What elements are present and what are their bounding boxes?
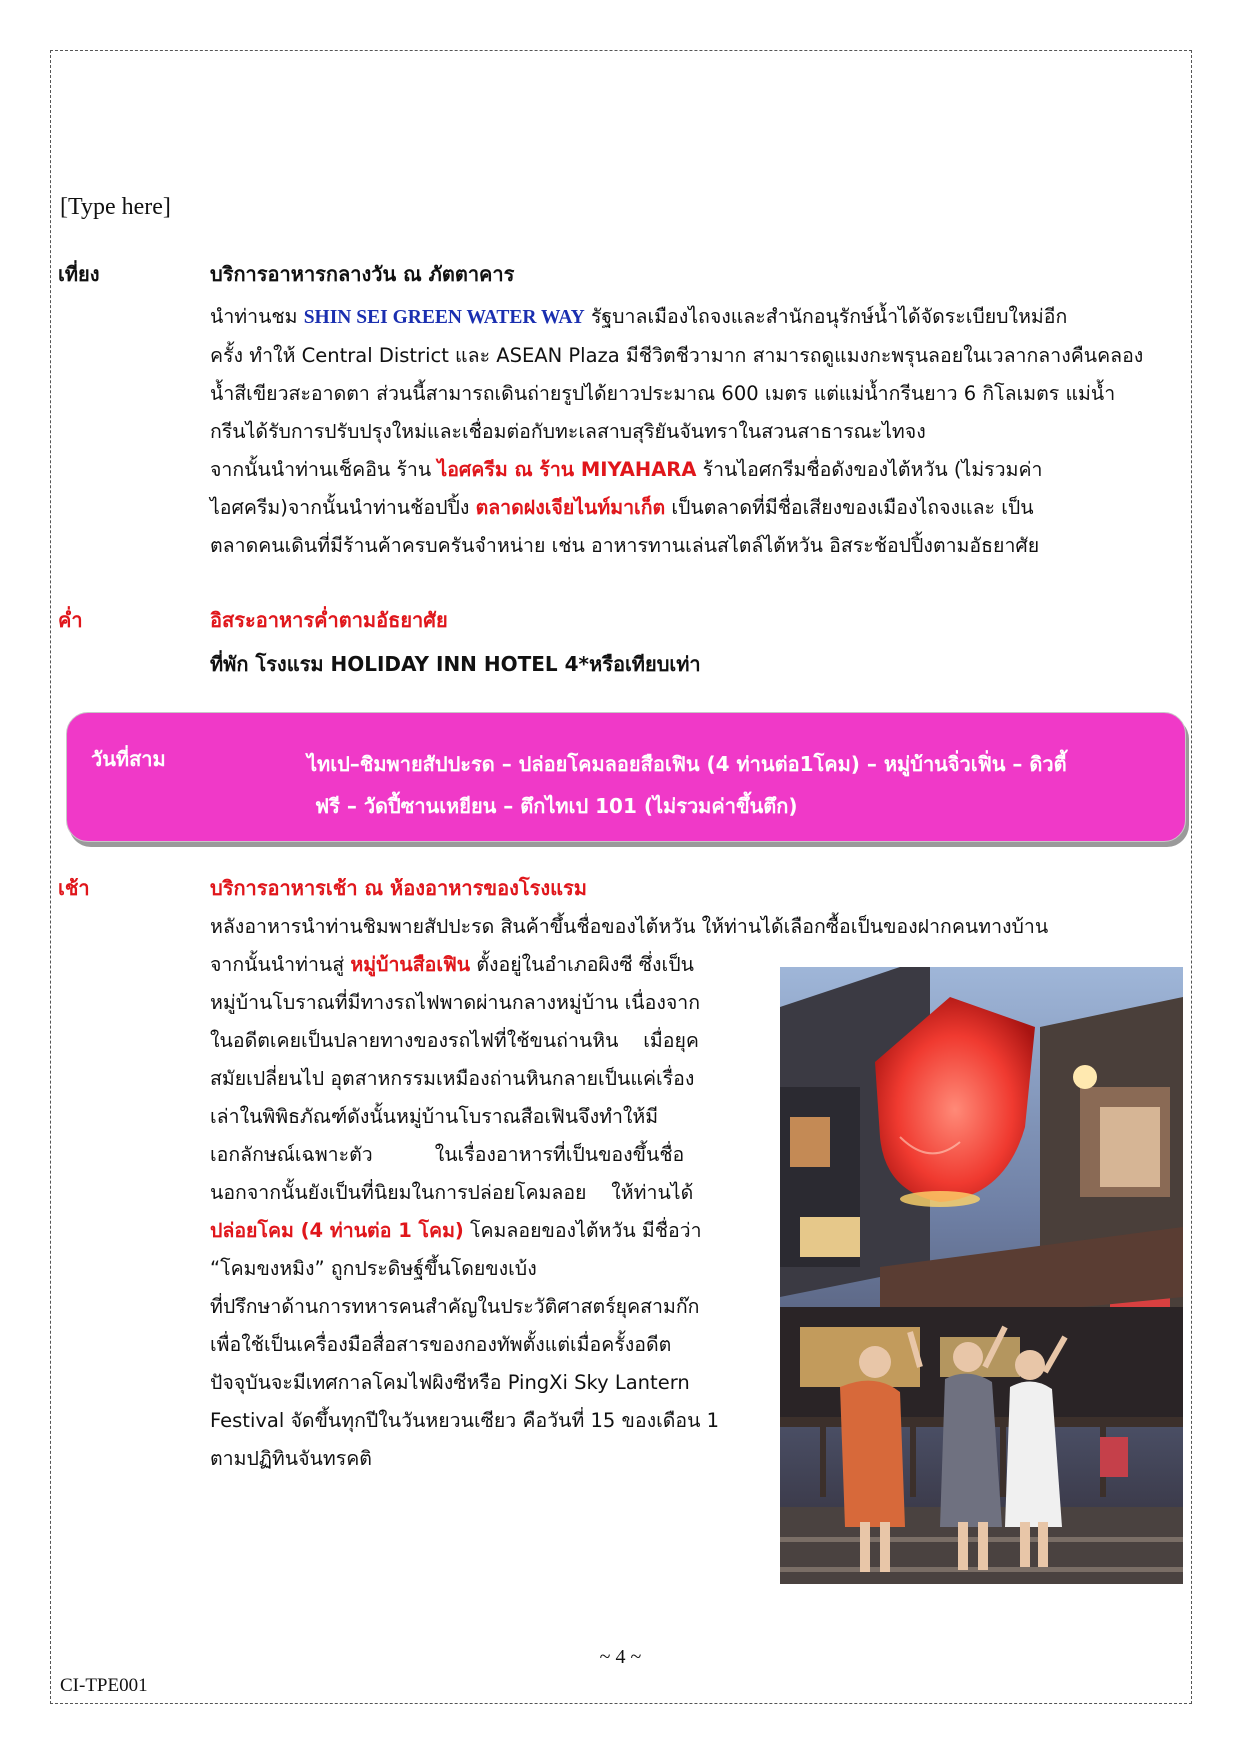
morning-line-8: นอกจากนั้นยังเป็นที่นิยมในการปล่อยโคมลอย ให้ท่านได้ [210,1181,694,1204]
dinner-label: ค่ำ [58,608,83,632]
morning-line-1: หลังอาหารนำท่านชิมพายสัปปะรด สินค้าขึ้นชื่อของไต้หวัน ให้ท่านได้เลือกซื้อเป็นของฝากคนทางบ้าน [210,915,1049,938]
night-market-highlight: ตลาดฝงเจียไนท์มาเก็ต [475,496,666,519]
noon-description [210,298,1150,565]
noon-line-4: กรีนได้รับการปรับปรุงใหม่และเชื่อมต่อกับทะเลสาบสุริยันจันทราในสวนสาธารณะไทจง [210,420,926,443]
morning-line-3: หมู่บ้านโบราณที่มีทางรถไฟพาดผ่านกลางหมู่บ้าน เนื่องจาก [210,991,701,1014]
text: ตั้งอยู่ในอำเภอผิงซี ซึ่งเป็น [470,953,694,976]
morning-column [210,946,770,1478]
morning-description [210,908,1150,946]
lantern-highlight: ปล่อยโคม (4 ท่านต่อ 1 โคม) [210,1219,464,1242]
noon-line-6 [210,489,1150,527]
sky-lantern-photo [780,967,1183,1584]
morning-line-10: “โคมขงหมิง” ถูกประดิษฐ์ขึ้นโดยขงเบ้ง [210,1257,537,1280]
page-number: ~ 4 ~ [599,1646,642,1668]
route-line-1: ไทเป–ชิมพายสัปปะรด – ปล่อยโคมลอยสือเฟิน (4 ท่านต่อ1โคม) – หมู่บ้านจิ่วเฟิ่น – ดิวตี้ [307,752,1067,776]
day-banner [66,712,1186,842]
noon-line-3: น้ำสีเขียวสะอาดตา ส่วนนี้สามารถเดินถ่ายรูปได้ยาวประมาณ 600 เมตร แต่แม่น้ำกรีนยาว 6 กิโลเมตร แม่น้ำ [210,382,1116,405]
noon-line-5 [210,451,1150,489]
noon-heading: บริการอาหารกลางวัน ณ ภัตตาคาร [210,262,515,286]
document-code: CI-TPE001 [60,1675,148,1696]
day-route [237,743,1157,827]
morning-line-13: ปัจจุบันจะมีเทศกาลโคมไฟผิงซีหรือ PingXi Sky Lantern [210,1371,690,1394]
morning-line-9 [210,1212,770,1250]
morning-line-5: สมัยเปลี่ยนไป อุตสาหกรรมเหมืองถ่านหินกลายเป็นแค่เรื่อง [210,1067,695,1090]
dinner-heading: อิสระอาหารค่ำตามอัธยาศัย [210,608,448,632]
morning-line-2 [210,946,770,984]
morning-label: เช้า [58,876,90,900]
morning-heading: บริการอาหารเช้า ณ ห้องอาหารของโรงแรม [210,876,587,900]
text: โคมลอยของไต้หวัน มีชื่อว่า [463,1219,702,1242]
shin-sei-highlight: SHIN SEI GREEN WATER WAY [303,307,585,328]
morning-line-11: ที่ปรึกษาด้านการทหารคนสำคัญในประวัติศาสตร์ยุคสามก๊ก [210,1295,700,1318]
morning-line-6: เล่าในพิพิธภัณฑ์ดังนั้นหมู่บ้านโบราณสือเฟินจึงทำให้มี [210,1105,659,1128]
morning-line-14: Festival จัดขึ้นทุกปีในวันหยวนเซียว คือวันที่ 15 ของเดือน 1 [210,1409,720,1432]
text: จากนั้นนำท่านเช็คอิน ร้าน [210,458,438,481]
route-line-2: ฟรี – วัดปี้ซานเหยียน – ตึกไทเป 101 (ไม่รวมค่าขึ้นตึก) [315,794,798,818]
text: จากนั้นนำท่านสู่ [210,953,351,976]
noon-line-2: ครั้ง ทำให้ Central District และ ASEAN Plaza มีชีวิตชีวามาก สามารถดูแมงกะพรุนลอยในเวลากลางคืนคลอง [210,344,1144,367]
hotel-info: ที่พัก โรงแรม HOLIDAY INN HOTEL 4*หรือเทียบเท่า [210,652,701,676]
miyahara-highlight: ไอศครีม ณ ร้าน MIYAHARA [437,458,697,481]
text: รัฐบาลเมืองไถจงและสำนักอนุรักษ์น้ำได้จัดระเบียบใหม่อีก [584,305,1068,328]
morning-line-12: เพื่อใช้เป็นเครื่องมือสื่อสารของกองทัพตั้งแต่เมื่อครั้งอดีต [210,1333,672,1356]
text: นำท่านชม [210,305,304,328]
noon-line-1 [210,298,1150,337]
noon-label: เที่ยง [58,262,100,286]
noon-line-7: ตลาดคนเดินที่มีร้านค้าครบครันจำหน่าย เช่น อาหารทานเล่นสไตล์ไต้หวัน อิสระช้อปปิ้งตามอัธยาศัย [210,534,1040,557]
day-label: วันที่สาม [91,747,166,771]
text: เป็นตลาดที่มีชื่อเสียงของเมืองไถจงและ เป็น [665,496,1034,519]
morning-line-7: เอกลักษณ์เฉพาะตัว ในเรื่องอาหารที่เป็นของขึ้นชื่อ [210,1143,685,1166]
text: ร้านไอศกรีมชื่อดังของไต้หวัน (ไม่รวมค่า [696,458,1043,481]
shifen-highlight: หมู่บ้านสือเฟิน [350,953,471,976]
morning-line-4: ในอดีตเคยเป็นปลายทางของรถไฟที่ใช้ขนถ่านหิน เมื่อยุค [210,1029,699,1052]
header-placeholder: [Type here] [60,194,171,220]
text: ไอศครีม)จากนั้นนำท่านช้อปปิ้ง [210,496,476,519]
morning-line-15: ตามปฏิทินจันทรคติ [210,1447,372,1470]
